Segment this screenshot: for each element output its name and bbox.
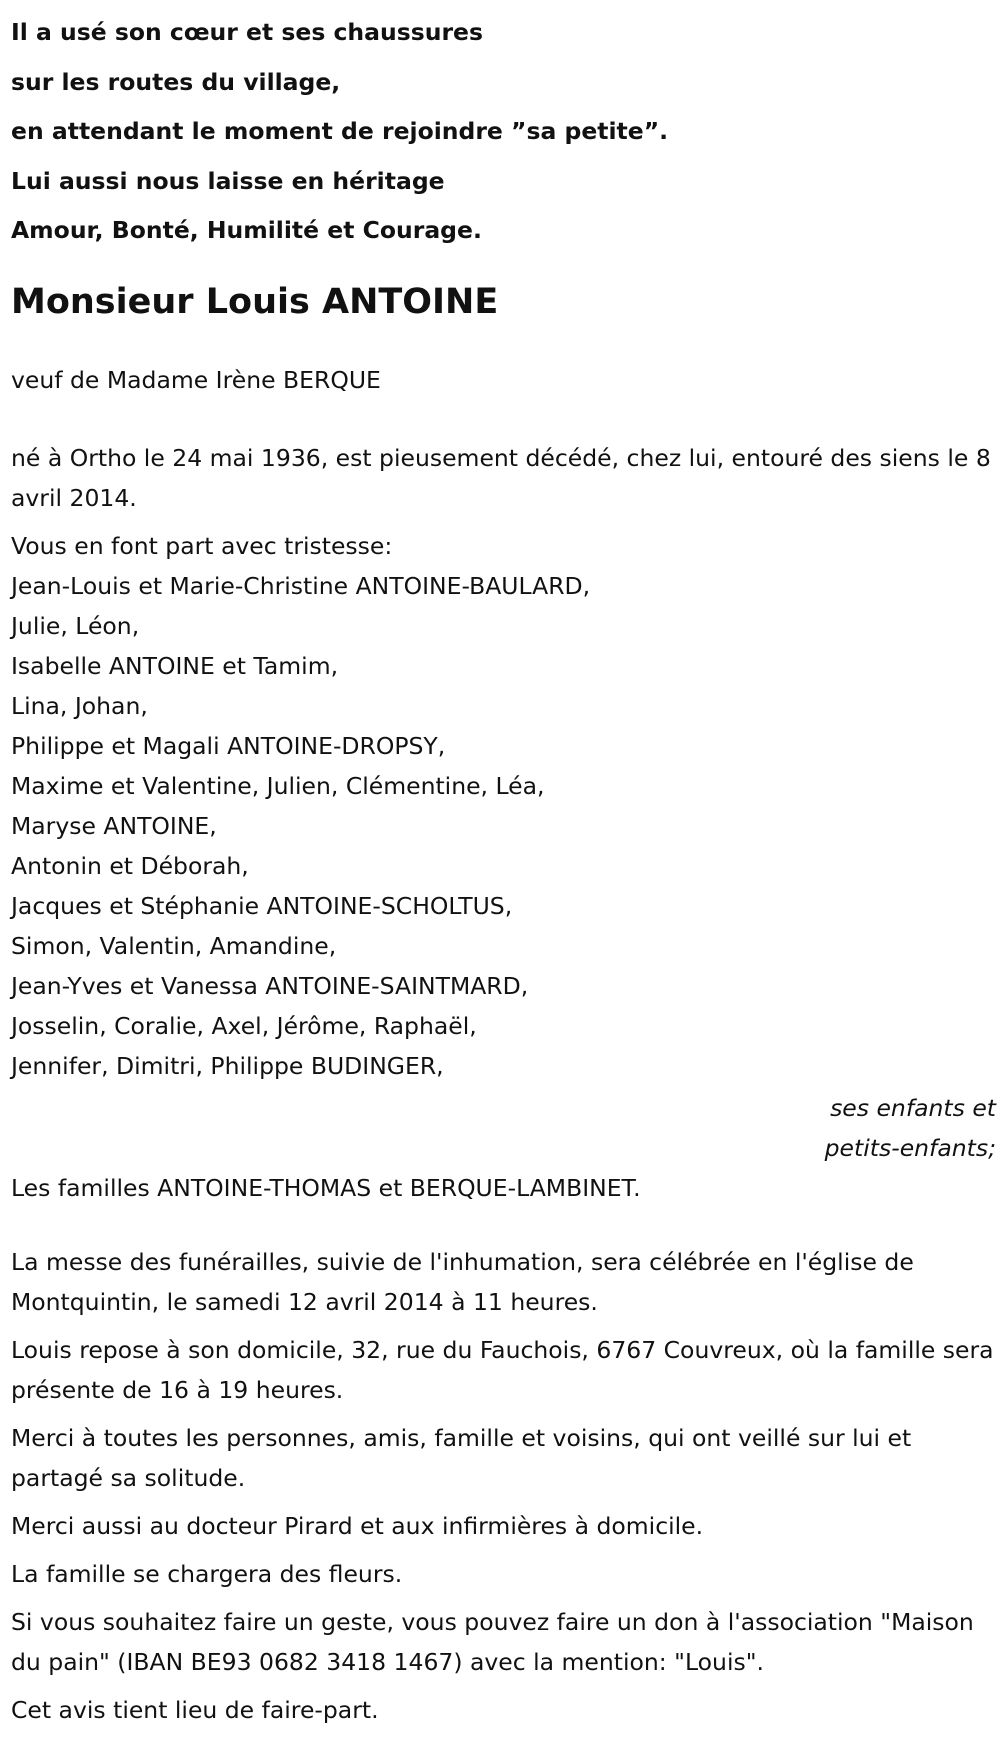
family-list — [11, 566, 1000, 1086]
poem-line: en attendant le moment de rejoindre ”sa petite”. — [11, 117, 669, 145]
family-line: Lina, Johan, — [11, 691, 148, 720]
family-line: Jennifer, Dimitri, Philippe BUDINGER, — [11, 1051, 444, 1080]
family-line: Maryse ANTOINE, — [11, 811, 217, 840]
family-line: Maxime et Valentine, Julien, Clémentine, Léa, — [11, 771, 545, 800]
closing-line: Cet avis tient lieu de faire-part. — [11, 1695, 379, 1724]
family-line: Simon, Valentin, Amandine, — [11, 931, 337, 960]
visitation-paragraph: Louis repose à son domicile, 32, rue du Fauchois, 6767 Couvreux, où la famille sera présente de 16 à 19 heures. — [11, 1335, 994, 1404]
family-line: Isabelle ANTOINE et Tamim, — [11, 651, 339, 680]
donation-paragraph: Si vous souhaitez faire un geste, vous pouvez faire un don à l'association "Maison du pain" (IBAN BE93 0682 3418 1467) avec la mention: "Louis". — [11, 1607, 974, 1676]
flowers-paragraph: La famille se chargera des fleurs. — [11, 1559, 403, 1588]
relation-line: petits-enfants; — [824, 1133, 996, 1162]
poem-line: Lui aussi nous laisse en héritage — [11, 166, 445, 195]
relation-note — [11, 1088, 996, 1168]
family-line: Philippe et Magali ANTOINE-DROPSY, — [11, 731, 446, 760]
announce-intro: Vous en font part avec tristesse: — [11, 531, 393, 560]
poem-line: sur les routes du village, — [11, 67, 341, 96]
thanks-doctor-paragraph: Merci aussi au docteur Pirard et aux infirmières à domicile. — [11, 1511, 704, 1540]
deceased-name: Monsieur Louis ANTOINE — [11, 281, 499, 322]
funeral-paragraph: La messe des funérailles, suivie de l'inhumation, sera célébrée en l'église de Montquintin, le samedi 12 avril 2014 à 11 heures. — [11, 1247, 914, 1316]
relation-line: ses enfants et — [830, 1093, 996, 1122]
family-line: Julie, Léon, — [11, 611, 140, 640]
poem — [11, 8, 1000, 256]
family-line: Jacques et Stéphanie ANTOINE-SCHOLTUS, — [11, 891, 513, 920]
poem-line: Amour, Bonté, Humilité et Courage. — [11, 216, 482, 244]
other-families: Les familles ANTOINE-THOMAS et BERQUE-LAMBINET. — [11, 1173, 641, 1202]
thanks-all-paragraph: Merci à toutes les personnes, amis, famille et voisins, qui ont veillé sur lui et partagé sa solitude. — [11, 1423, 912, 1492]
family-line: Jean-Yves et Vanessa ANTOINE-SAINTMARD, — [11, 971, 529, 1000]
widow-line: veuf de Madame Irène BERQUE — [11, 365, 381, 394]
birth-death-paragraph: né à Ortho le 24 mai 1936, est pieusement décédé, chez lui, entouré des siens le 8 avril 2014. — [11, 443, 991, 512]
family-line: Jean-Louis et Marie-Christine ANTOINE-BAULARD, — [11, 571, 591, 600]
family-line: Antonin et Déborah, — [11, 851, 249, 880]
family-line: Josselin, Coralie, Axel, Jérôme, Raphaël, — [11, 1011, 477, 1040]
poem-line: Il a usé son cœur et ses chaussures — [11, 18, 483, 46]
